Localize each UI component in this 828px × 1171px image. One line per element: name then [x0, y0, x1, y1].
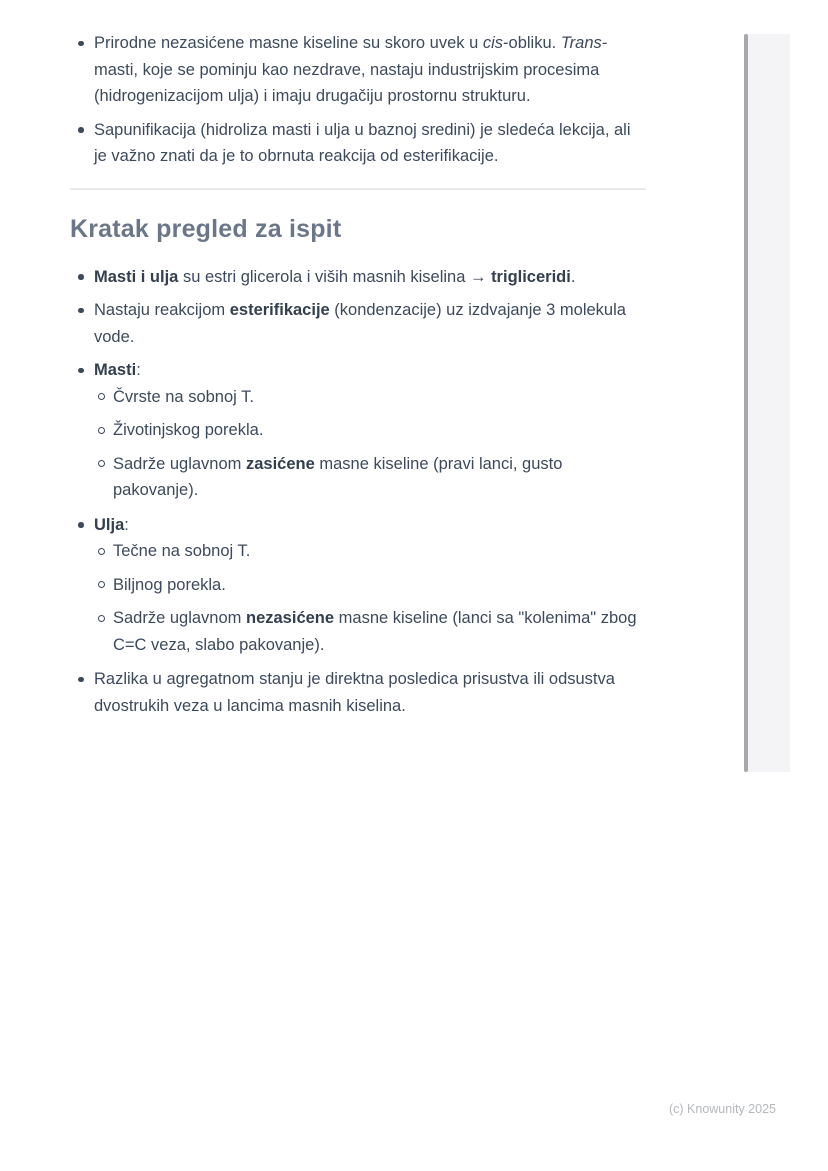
- note-content: [70, 30, 646, 726]
- bold-text: Masti i ulja: [94, 267, 179, 286]
- sub-list-item: [113, 605, 646, 658]
- sub-list-item: [113, 572, 646, 599]
- bold-text: Ulja: [94, 515, 125, 534]
- list-item: [94, 264, 646, 291]
- bold-text: zasićene: [246, 454, 315, 473]
- text-run: Čvrste na sobnoj T.: [113, 387, 254, 406]
- text-run: Tečne na sobnoj T.: [113, 542, 251, 560]
- text-run: Razlika u agregatnom stanju je direktna posledica prisustva ili odsustva dvostrukih veza u lancima masnih kiselina.: [94, 670, 615, 715]
- sub-list-item: [113, 538, 646, 565]
- bold-text: esterifikacije: [229, 301, 330, 319]
- text-run: Sadrže uglavnom: [113, 454, 246, 473]
- bold-text: trigliceridi: [491, 267, 571, 286]
- list-item: [94, 512, 646, 659]
- text-run: Sapunifikacija (hidroliza masti i ulja u baznoj sredini) je sledeća lekcija, ali je važno znati da je to obrnuta reakcija od esterifikacije.: [94, 120, 631, 165]
- summary-list: [70, 264, 646, 720]
- text-run: Prirodne nezasićene masne kiseline su skoro uvek u: [94, 34, 483, 52]
- footer-copyright: (c) Knowunity 2025: [668, 1102, 776, 1116]
- text-run: Sadrže uglavnom: [113, 609, 246, 627]
- text-run: :: [136, 361, 141, 379]
- sub-list-item: [113, 417, 646, 444]
- list-item: [94, 297, 646, 350]
- ulja-sublist: [94, 538, 646, 658]
- divider: [70, 188, 646, 190]
- list-item: [94, 666, 646, 719]
- text-run: :: [124, 515, 129, 534]
- text-run: .: [570, 267, 576, 286]
- text-run: (kondenzacije) uz izdvajanje 3 molekula vode.: [94, 301, 626, 346]
- masti-sublist: [94, 384, 646, 504]
- bold-text: nezasićene: [246, 609, 335, 627]
- text-run: su estri glicerola i viših masnih kiselina →: [178, 267, 492, 286]
- text-run: Životinjskog porekla.: [113, 421, 264, 439]
- sub-list-item: [113, 384, 646, 411]
- list-item: [94, 117, 646, 170]
- sub-list-item: [113, 451, 646, 504]
- scrollbar-thumb[interactable]: [744, 34, 748, 772]
- text-run: masne kiseline (lanci sa "kolenima" zbog C=C veza, slabo pakovanje).: [113, 609, 637, 654]
- text-run: masti, koje se pominju kao nezdrave, nastaju industrijskim procesima (hidrogenizacijom ulja) i imaju drugačiju prostornu strukturu.: [94, 60, 600, 105]
- bold-text: Masti: [94, 361, 137, 379]
- italic-text: cis: [482, 34, 504, 52]
- scrollbar-track[interactable]: [748, 34, 790, 772]
- text-run: Biljnog porekla.: [113, 575, 226, 594]
- list-item: [94, 357, 646, 504]
- italic-text: Trans-: [560, 34, 608, 52]
- intro-list: [70, 30, 646, 170]
- text-run: masne kiseline (pravi lanci, gusto pakovanje).: [113, 454, 563, 499]
- text-run: -obliku.: [503, 34, 561, 52]
- text-run: Nastaju reakcijom: [94, 301, 230, 319]
- section-heading: Kratak pregled za ispit: [70, 214, 342, 243]
- list-item: [94, 30, 646, 110]
